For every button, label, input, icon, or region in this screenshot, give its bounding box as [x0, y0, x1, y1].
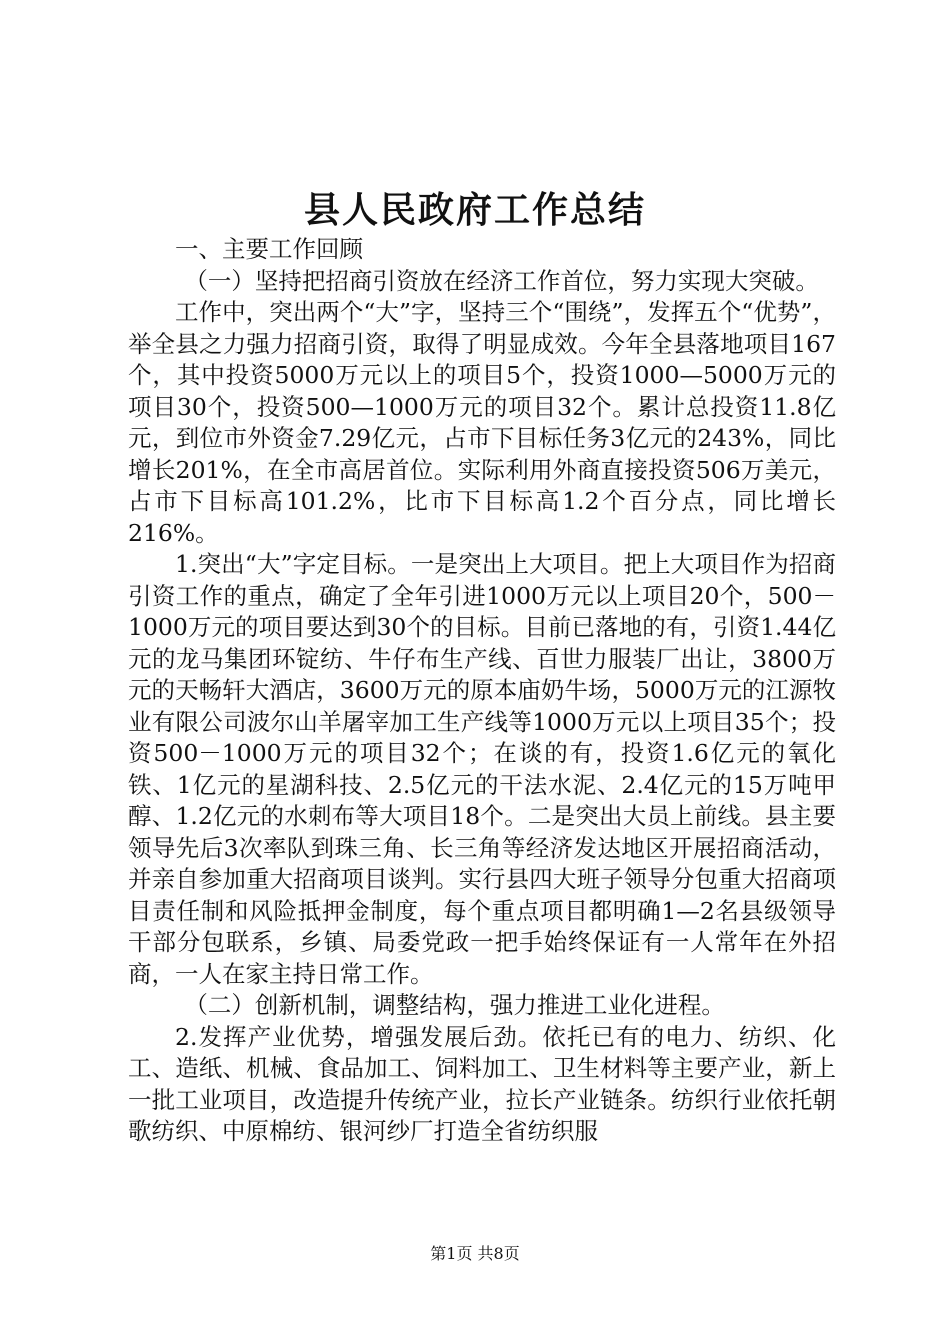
subsection-heading: （二）创新机制，调整结构，强力推进工业化进程。 [184, 991, 725, 1019]
document-body [128, 234, 836, 1148]
body-paragraph: 工作中，突出两个“大”字，坚持三个“围绕”，发挥五个“优势”，举全县之力强力招商引资，取得了明显成效。今年全县落地项目167个，其中投资5000万元以上的项目5个，投资1000—5000万元的项目30个，投资500—1000万元的项目32个。累计总投资11.8亿元，到位市外资金7.29亿元，占市下目标任务3亿元的243%，同比增长201%，在全市高居首位。实际利用外商直接投资506万美元，占市下目标高101.2%，比市下目标高1.2个百分点，同比增长216%。 [128, 298, 836, 547]
page-number-footer: 第1页 共8页 [430, 1244, 520, 1263]
body-paragraph: 1.突出“大”字定目标。一是突出上大项目。把上大项目作为招商引资工作的重点，确定了全年引进1000万元以上项目20个，500－1000万元的项目要达到30个的目标。目前已落地的有，引资1.44亿元的龙马集团环锭纺、牛仔布生产线、百世力服装厂出让，3800万元的天畅轩大酒店，3600万元的原本庙奶牛场，5000万元的江源牧业有限公司波尔山羊屠宰加工生产线等1000万元以上项目35个；投资500－1000万元的项目32个；在谈的有，投资1.6亿元的氧化铁、1亿元的星湖科技、2.5亿元的干法水泥、2.4亿元的15万吨甲醇、1.2亿元的水刺布等大项目18个。二是突出大员上前线。县主要领导先后3次率队到珠三角、长三角等经济发达地区开展招商活动，并亲自参加重大招商项目谈判。实行县四大班子领导分包重大招商项目责任制和风险抵押金制度，每个重点项目都明确1—2名县级领导干部分包联系，乡镇、局委党政一把手始终保证有一人常年在外招商，一人在家主持日常工作。 [128, 550, 836, 988]
document-title: 县人民政府工作总结 [303, 189, 646, 231]
body-paragraph: 2.发挥产业优势，增强发展后劲。依托已有的电力、纺织、化工、造纸、机械、食品加工、饲料加工、卫生材料等主要产业，新上一批工业项目，改造提升传统产业，拉长产业链条。纺织行业依托朝歌纺织、中原棉纺、银河纱厂打造全省纺织服 [128, 1022, 836, 1145]
section-heading: 一、主要工作回顾 [175, 235, 363, 263]
subsection-heading: （一）坚持把招商引资放在经济工作首位，努力实现大突破。 [184, 266, 819, 295]
